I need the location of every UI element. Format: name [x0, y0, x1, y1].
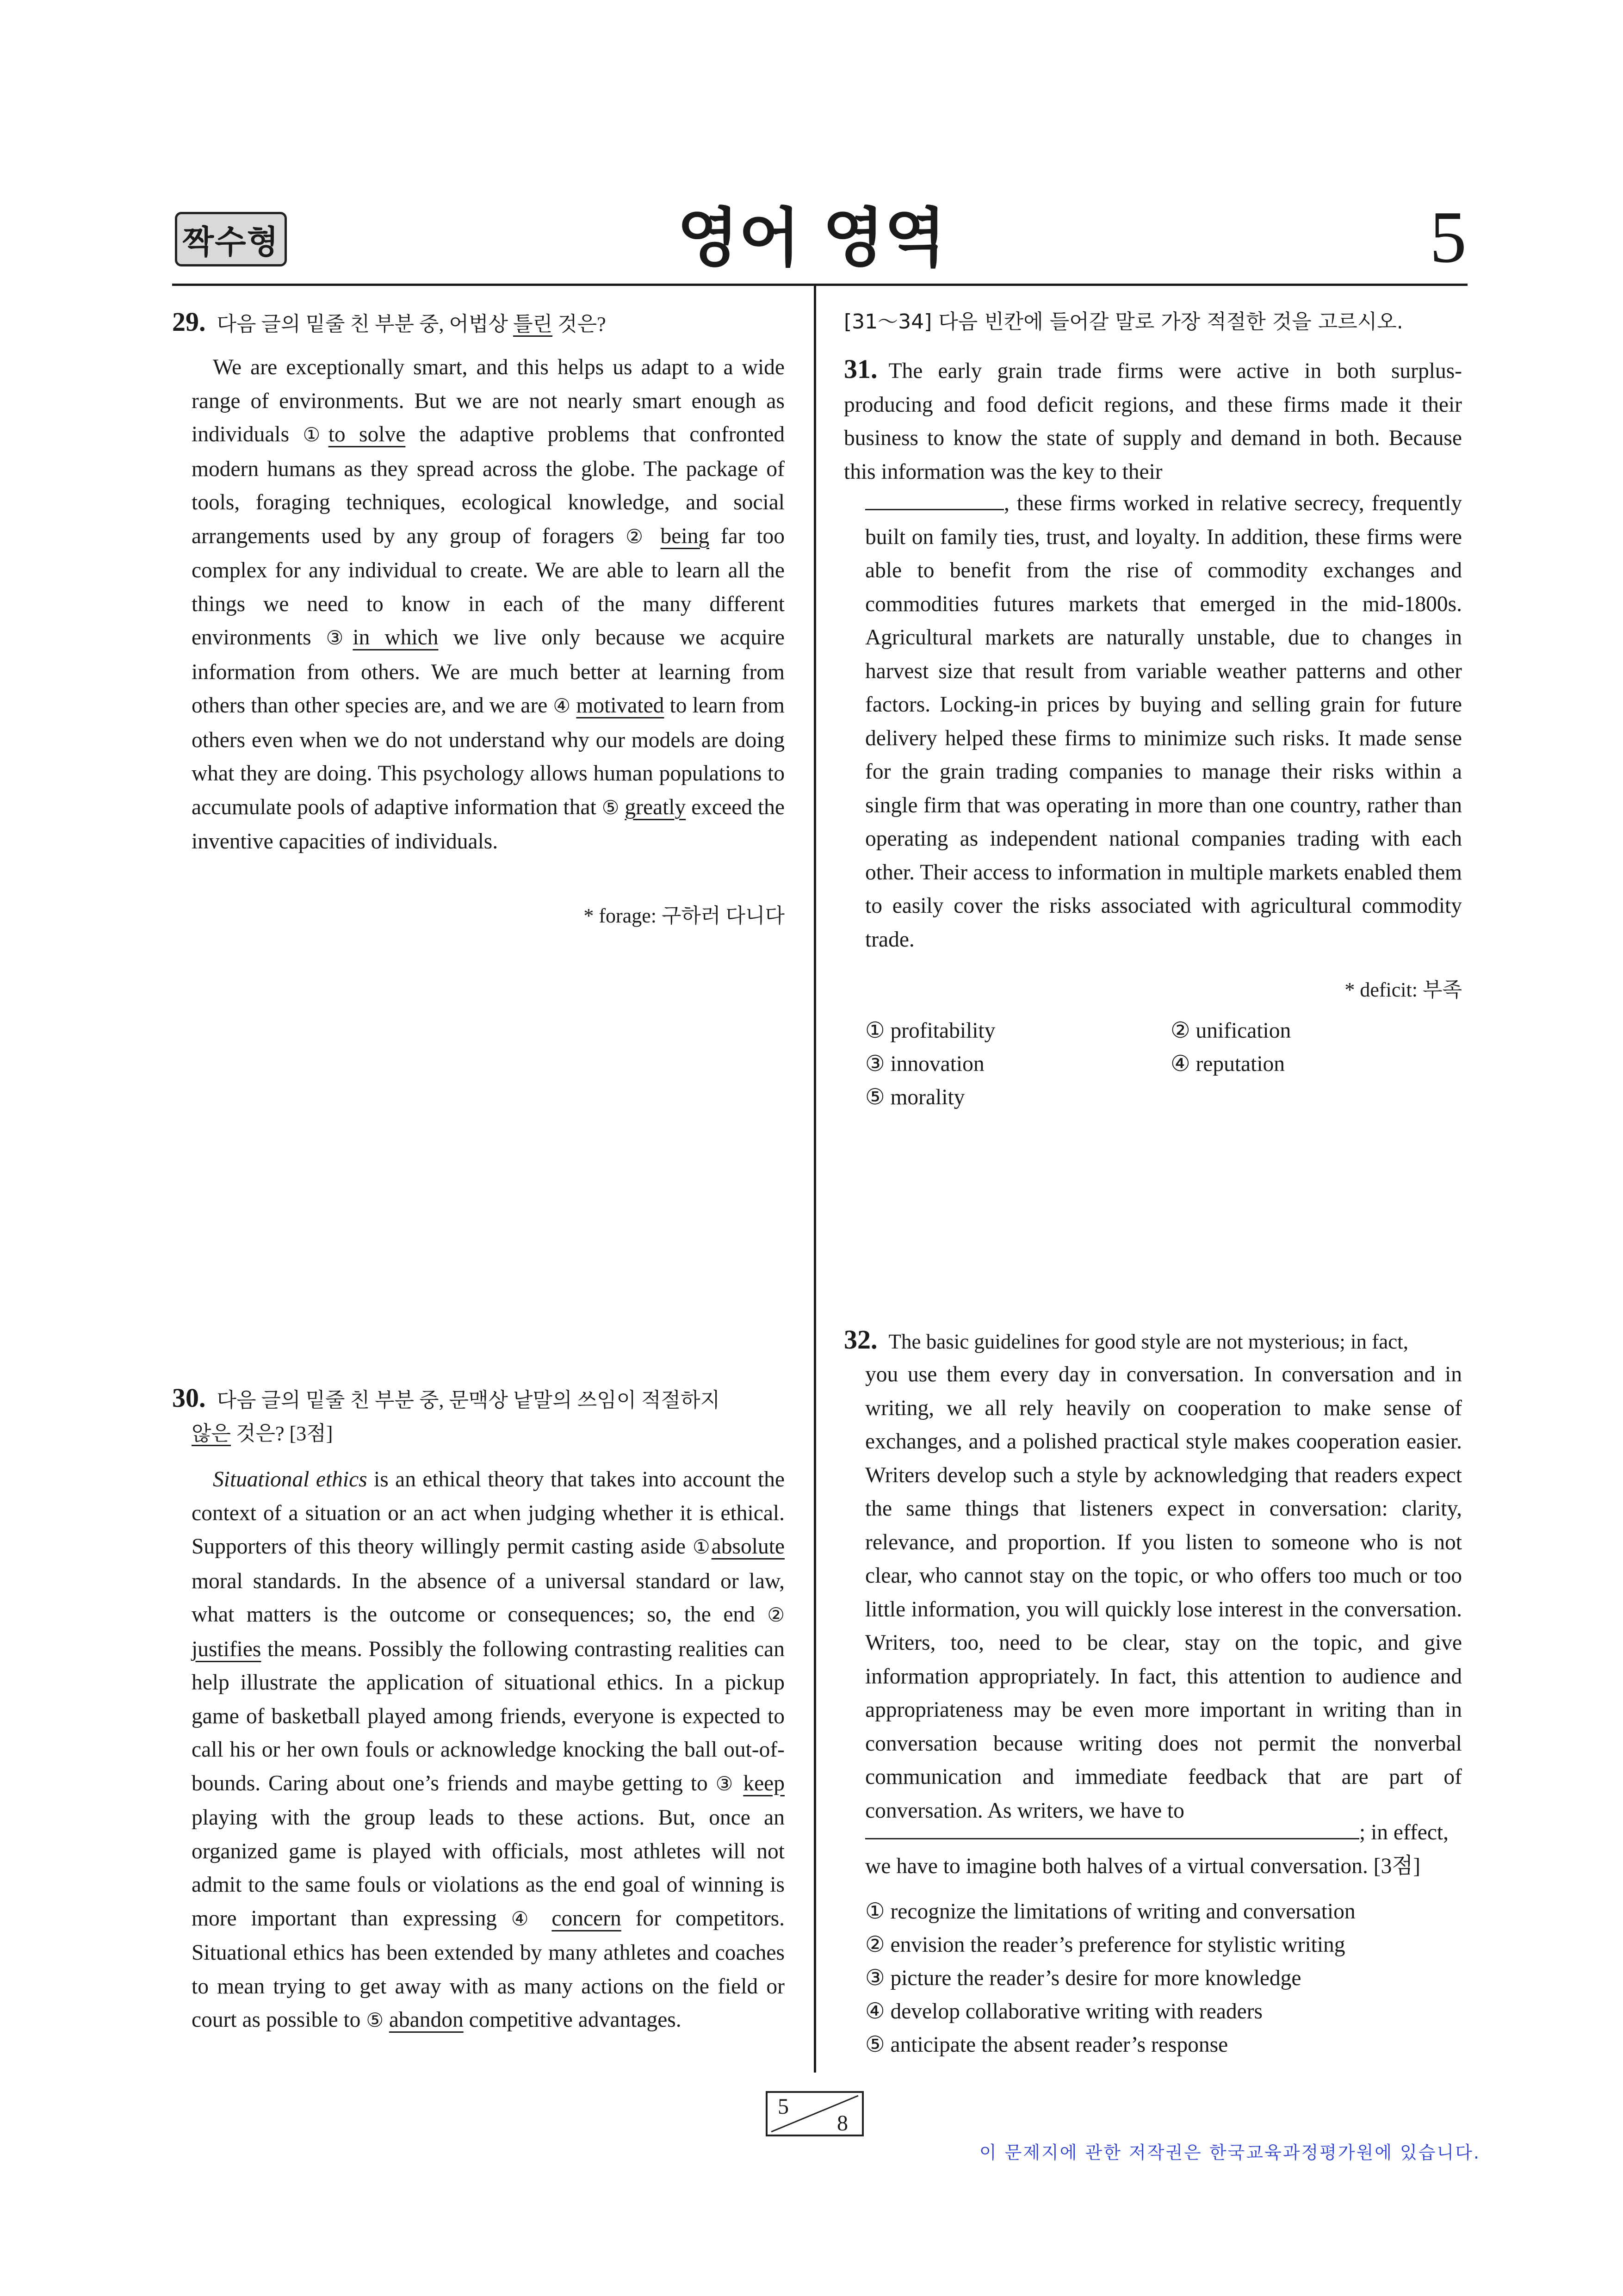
q30-number: 30.: [172, 1383, 206, 1413]
q31-text-2: , these firms worked in relative secrecy, frequently built on family ties, trust, and loyalty. In addition, these firms were able to benefit from the rise of commodity exchanges and commodities futures markets that emerged in the mid-1800s. Agricultural markets are naturally unstable, due to changes in harvest size that result from variable weather patterns and other factors. Locking-in prices by buying and selling grain for future delivery helped these firms to minimize such risks. It made sense for the grain trading companies to manage their risks within a single firm that was operating in more than one country, rather than operating as independent national companies trading with each other. Their access to information in multiple markets enabled them to easily cover the risks associated with agricultural commodity trade.: [865, 491, 1462, 952]
page-total: 8: [837, 2111, 848, 2135]
q32-blank-line: [865, 1816, 1462, 1850]
q29-prompt-post: 것은?: [552, 313, 606, 335]
q32-text-2: ; in effect,: [1359, 1820, 1449, 1844]
q32-blank: [865, 1818, 1359, 1839]
q31-footnote: * deficit: 부족: [1344, 978, 1462, 1001]
q29-text-2: the adaptive problems that confronted modern humans as they spread across the globe. The package of tools, foraging techniques, ecological knowledge, and social arrangements used by any group of foragers: [192, 422, 785, 548]
page-number: 5: [1430, 196, 1467, 278]
q29-marker-2: ②: [626, 526, 649, 548]
q30-prompt-pre: 다음 글의 밑줄 친 부분 중, 문맥상 낱말의 쓰임이 적절하지: [217, 1389, 720, 1411]
column-divider: [814, 286, 816, 2073]
q31-option-3[interactable]: ③ innovation: [865, 1052, 985, 1076]
q29-prompt-underline: 틀린: [513, 313, 553, 335]
q30-text-3: the means. Possibly the following contrasting realities can help illustrate the application of situational ethics. In a pickup game of basketball played among friends, everyone is expected to call his or her own fouls or acknowledge knocking the ball out-of-bounds. Caring about one’s friends and maybe getting to: [192, 1637, 785, 1795]
exam-type-badge: 짝수형: [175, 212, 287, 266]
q30-text-5: for competitors. Situational ethics has been extended by many athletes and coaches to mean trying to get away with as many actions on the field or court as possible to: [192, 1906, 785, 2032]
q31-number: 31.: [844, 354, 878, 384]
q32-first-text: The basic guidelines for good style are not mysterious; in fact,: [888, 1330, 1408, 1353]
q30-passage: [192, 1463, 785, 2038]
header-rule: [172, 284, 1468, 286]
q30-text-6: competitive advantages.: [463, 2008, 681, 2032]
q32-last-line: we have to imagine both halves of a virtual conversation. [3점]: [865, 1854, 1421, 1878]
q30-prompt-underline: 않은: [192, 1422, 231, 1445]
section-instruction: [31～34] 다음 빈칸에 들어갈 말로 가장 적절한 것을 고르시오.: [844, 310, 1403, 334]
q29-number: 29.: [172, 307, 206, 337]
q30-marker-4: ④: [511, 1908, 538, 1930]
q29-text-4: we live only because we acquire information from others. We are much better at learning from others than other species are, and we are: [192, 625, 785, 718]
q31-text-1: The early grain trade firms were active in both surplus-producing and food deficit regions, and these firms made it their business to know the state of supply and demand in both. Because this information was the key to their: [844, 359, 1462, 484]
q32-passage: [865, 1358, 1462, 1827]
q29-text-5: to learn from others even when we do not understand why our models are doing what they are doing. This psychology allows human populations to accumulate pools of adaptive information that: [192, 693, 785, 819]
q32-first-line: [844, 1323, 1464, 1359]
q31-option-2[interactable]: ② unification: [1171, 1019, 1291, 1043]
q32-text-1: you use them every day in conversation. In conversation and in writing, we all rely heavily on cooperation to make sense of exchanges, and a polished practical style makes cooperation easier. Writers develop such a style by acknowledging that readers expect the same things that listeners expect in conversation: clarity, relevance, and proportion. If you listen to someone who is not clear, who cannot stay on the topic, or who offers too much or too little information, you will quickly lose interest in the conversation. Writers, too, need to be clear, stay on the topic, and give information appropriately. In fact, this attention to audience and appropriateness may be even more important in writing than in conversation because writing does not permit the nonverbal communication and immediate feedback that are part of conversation. As writers, we have to: [865, 1362, 1462, 1823]
q30-marker-1: ①: [692, 1537, 712, 1558]
q29-marker-1: ①: [303, 425, 328, 446]
q30-underline-3: keep: [743, 1771, 785, 1795]
q30-underline-4: concern: [551, 1906, 621, 1931]
q30-prompt-post: 것은? [3점]: [231, 1422, 333, 1445]
q29-underline-3: in which: [353, 625, 439, 650]
q31-option-4[interactable]: ④ reputation: [1171, 1052, 1285, 1076]
page-indicator: [766, 2091, 864, 2136]
q32-option-4[interactable]: ④ develop collaborative writing with readers: [865, 1999, 1263, 2024]
q29-header: [172, 305, 792, 341]
q29-marker-4: ④: [553, 696, 571, 717]
q30-underline-5: abandon: [389, 2008, 464, 2032]
q29-marker-5: ⑤: [601, 797, 619, 819]
page-title: 영어 영역: [677, 201, 946, 275]
q32-option-1[interactable]: ① recognize the limitations of writing and conversation: [865, 1900, 1356, 1924]
q29-text-6: exceed the inventive capacities of individuals.: [192, 795, 785, 854]
q29-underline-1: to solve: [328, 422, 406, 446]
q32-option-2[interactable]: ② envision the reader’s preference for stylistic writing: [865, 1933, 1345, 1957]
q30-underline-1: absolute: [711, 1535, 785, 1559]
q29-prompt-pre: 다음 글의 밑줄 친 부분 중, 어법상: [217, 313, 514, 335]
q30-marker-3: ③: [715, 1773, 736, 1795]
copyright-notice: 이 문제지에 관한 저작권은 한국교육과정평가원에 있습니다.: [979, 2142, 1481, 2163]
q32-option-5[interactable]: ⑤ anticipate the absent reader’s response: [865, 2033, 1228, 2057]
q30-term: Situational ethics: [213, 1467, 367, 1491]
q29-marker-3: ③: [326, 628, 353, 649]
q29-passage: [192, 351, 785, 859]
q30-header: [172, 1381, 787, 1450]
q30-text-4: playing with the group leads to these actions. But, once an organized game is played with officials, most athletes will not admit to the same fouls or violations as the end goal of winning is more important than expressing: [192, 1806, 785, 1931]
q29-underline-5: greatly: [625, 795, 686, 819]
q31-passage: [844, 353, 1462, 489]
q32-option-3[interactable]: ③ picture the reader’s desire for more knowledge: [865, 1966, 1301, 1990]
q31-blank: [865, 489, 1004, 510]
q31-option-5[interactable]: ⑤ morality: [865, 1085, 965, 1109]
q31-passage-cont: [865, 487, 1462, 956]
q30-text-1: is an ethical theory that takes into account the context of a situation or an act when judging whether it is ethical. Supporters of this theory willingly permit casting aside: [192, 1467, 785, 1559]
q29-text-1: We are exceptionally smart, and this helps us adapt to a wide range of environments. But we are not nearly smart enough as individuals: [192, 355, 785, 446]
q29-text-3: far too complex for any individual to create. We are able to learn all the things we need to know in each of the many different environments: [192, 524, 785, 650]
q30-marker-2: ②: [767, 1605, 785, 1626]
q29-underline-2: being: [660, 524, 710, 548]
q29-footnote: * forage: 구하러 다니다: [583, 904, 785, 927]
q32-number: 32.: [844, 1324, 878, 1355]
q30-marker-5: ⑤: [366, 2010, 384, 2031]
q30-text-2: moral standards. In the absence of a universal standard or law, what matters is the outcome or consequences; so, the end: [192, 1569, 785, 1627]
q31-option-1[interactable]: ① profitability: [865, 1019, 996, 1043]
page-current: 5: [778, 2094, 789, 2119]
q29-underline-4: motivated: [576, 693, 664, 718]
q30-underline-2: justifies: [192, 1637, 261, 1661]
